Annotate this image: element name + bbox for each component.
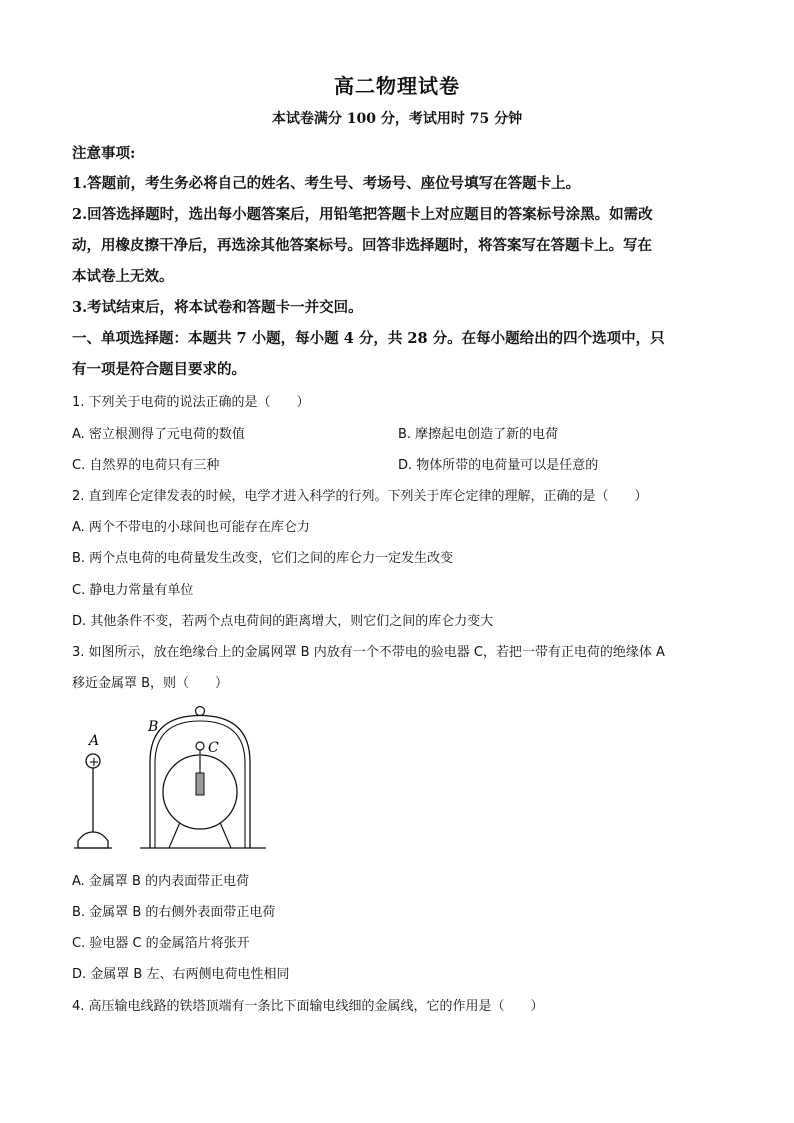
option-a: A. 两个不带电的小球间也可能存在库仑力 [72, 520, 310, 535]
question-stem: 2. 直到库仑定律发表的时候，电学才进入科学的行列。下列关于库仑定律的理解，正确的是（ ） [72, 489, 648, 504]
option-c: C. 自然界的电荷只有三种 [72, 458, 220, 473]
question-stem: 4. 高压输电线路的铁塔顶端有一条比下面输电线细的金属线，它的作用是（ ） [72, 999, 544, 1014]
cage-top-knob [196, 707, 205, 716]
option-d: D. 金属罩 B 左、右两侧电荷电性相同 [72, 967, 290, 982]
section-heading: 一、单项选择题：本题共 7 小题，每小题 4 分，共 28 分。在每小题给出的四个选项中，只 [72, 330, 665, 347]
section-heading: 有一项是符合题目要求的。 [72, 361, 246, 378]
notes-heading: 注意事项: [72, 145, 136, 162]
note-line: 3.考试结束后，将本试卷和答题卡一并交回。 [72, 299, 363, 316]
question-stem: 1. 下列关于电荷的说法正确的是（ ） [72, 395, 310, 410]
metal-foil [196, 773, 204, 795]
note-line: 动，用橡皮擦干净后，再选涂其他答案标号。回答非选择题时，将答案写在答题卡上。写在 [72, 237, 652, 254]
page-title: 高二物理试卷 [334, 74, 460, 98]
note-line: 2.回答选择题时，选出每小题答案后，用铅笔把答题卡上对应题目的答案标号涂黑。如需改 [72, 206, 653, 223]
stand-leg-left [169, 820, 181, 848]
option-d: D. 其他条件不变，若两个点电荷间的距离增大，则它们之间的库仑力变大 [72, 614, 494, 629]
option-a: A. 密立根测得了元电荷的数值 [72, 427, 245, 442]
plus-sign: + [88, 755, 100, 770]
option-b: B. 摩擦起电创造了新的电荷 [398, 427, 559, 442]
question-stem: 移近金属罩 B，则（ ） [72, 676, 229, 691]
option-c: C. 验电器 C 的金属箔片将张开 [72, 936, 250, 951]
option-b: B. 金属罩 B 的右侧外表面带正电荷 [72, 905, 276, 920]
page-subtitle: 本试卷满分 100 分，考试用时 75 分钟 [271, 111, 523, 127]
insulator-base [78, 832, 108, 848]
option-d: D. 物体所带的电荷量可以是任意的 [398, 458, 599, 473]
electroscope-figure [70, 700, 280, 860]
note-line: 本试卷上无效。 [72, 268, 174, 285]
label-a: A [89, 733, 100, 749]
label-c: C [208, 740, 219, 756]
stand-leg-right [219, 820, 231, 848]
option-c: C. 静电力常量有单位 [72, 583, 194, 598]
note-line: 1.答题前，考生务必将自己的姓名、考生号、考场号、座位号填写在答题卡上。 [72, 175, 581, 192]
question-stem: 3. 如图所示，放在绝缘台上的金属网罩 B 内放有一个不带电的验电器 C，若把一带有正电荷的绝缘体 A [72, 645, 665, 660]
option-b: B. 两个点电荷的电荷量发生改变，它们之间的库仑力一定发生改变 [72, 551, 454, 566]
option-a: A. 金属罩 B 的内表面带正电荷 [72, 874, 250, 889]
label-b: B [148, 719, 159, 735]
electroscope-knob [196, 742, 204, 750]
